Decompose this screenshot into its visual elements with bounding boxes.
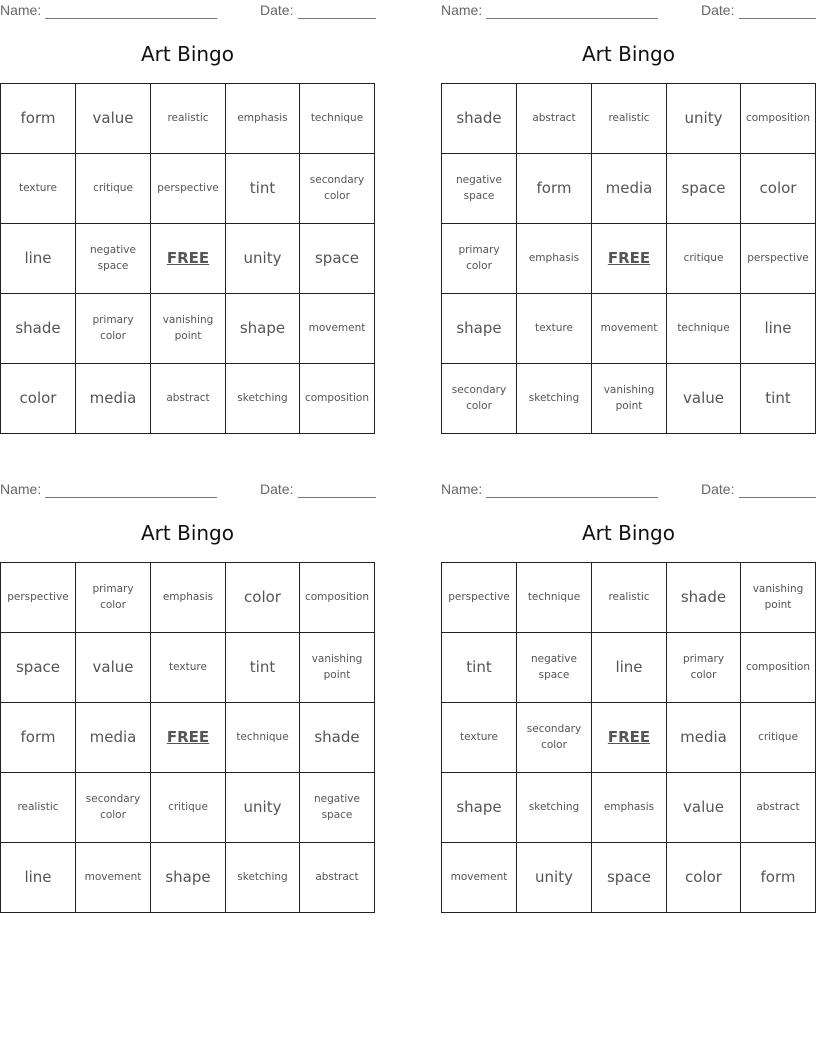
bingo-cell: space — [300, 224, 374, 294]
bingo-cell: perspective — [442, 563, 517, 633]
bingo-cell: primary color — [76, 294, 151, 364]
card-header — [0, 481, 375, 499]
bingo-grid — [441, 562, 816, 913]
card-title: Art Bingo — [582, 521, 675, 545]
date-field[interactable] — [739, 497, 816, 498]
bingo-cell: shade — [300, 703, 374, 773]
card-title: Art Bingo — [141, 521, 234, 545]
bingo-card — [441, 0, 816, 440]
name-label: Name: — [0, 481, 42, 497]
bingo-cell: value — [76, 84, 151, 154]
bingo-cell: value — [667, 364, 741, 433]
bingo-cell: negative space — [517, 633, 592, 703]
bingo-cell: abstract — [741, 773, 815, 843]
bingo-cell: texture — [517, 294, 592, 364]
name-field[interactable] — [486, 18, 658, 19]
date-field[interactable] — [298, 18, 376, 19]
date-label: Date: — [260, 481, 294, 497]
name-field[interactable] — [486, 497, 658, 498]
bingo-cell: line — [592, 633, 667, 703]
bingo-cell: tint — [442, 633, 517, 703]
bingo-card — [0, 0, 375, 440]
bingo-grid — [441, 83, 816, 434]
bingo-cell: color — [1, 364, 76, 433]
card-header — [441, 2, 816, 20]
bingo-cell: texture — [442, 703, 517, 773]
free-space-cell: FREE — [592, 703, 667, 773]
bingo-cell: composition — [300, 563, 374, 633]
bingo-cell: abstract — [517, 84, 592, 154]
name-label: Name: — [441, 2, 483, 18]
bingo-cell: primary color — [76, 563, 151, 633]
bingo-cell: secondary color — [442, 364, 517, 433]
bingo-cell: shape — [151, 843, 226, 912]
bingo-cell: technique — [300, 84, 374, 154]
bingo-cell: movement — [76, 843, 151, 912]
bingo-cell: critique — [151, 773, 226, 843]
bingo-cell: realistic — [592, 84, 667, 154]
bingo-cell: secondary color — [76, 773, 151, 843]
bingo-cell: critique — [667, 224, 741, 294]
name-label: Name: — [441, 481, 483, 497]
free-space-cell: FREE — [592, 224, 667, 294]
bingo-cell: movement — [592, 294, 667, 364]
bingo-cell: critique — [741, 703, 815, 773]
bingo-cell: technique — [517, 563, 592, 633]
bingo-cell: line — [1, 224, 76, 294]
name-field[interactable] — [45, 18, 217, 19]
date-field[interactable] — [298, 497, 376, 498]
bingo-cell: secondary color — [517, 703, 592, 773]
bingo-cell: sketching — [226, 843, 300, 912]
bingo-cell: vanishing point — [592, 364, 667, 433]
bingo-cell: shade — [667, 563, 741, 633]
bingo-cell: technique — [226, 703, 300, 773]
bingo-cell: media — [667, 703, 741, 773]
bingo-cell: color — [667, 843, 741, 912]
bingo-grid — [0, 83, 375, 434]
bingo-cell: space — [1, 633, 76, 703]
bingo-cell: abstract — [315, 870, 359, 883]
date-label: Date: — [701, 481, 735, 497]
bingo-cell: vanishing point — [741, 563, 815, 633]
bingo-cell: primary color — [442, 224, 517, 294]
bingo-cell: tint — [226, 154, 300, 224]
date-label: Date: — [260, 2, 294, 18]
bingo-cell: space — [667, 154, 741, 224]
bingo-cell: color — [741, 154, 815, 224]
bingo-cell: value — [76, 633, 151, 703]
bingo-cell: composition — [304, 391, 369, 404]
bingo-cell: shade — [442, 84, 517, 154]
bingo-cell: shape — [226, 294, 300, 364]
date-label: Date: — [701, 2, 735, 18]
bingo-cell: unity — [226, 773, 300, 843]
bingo-cell: secondary color — [300, 154, 374, 224]
bingo-cell: vanishing point — [300, 633, 374, 703]
bingo-cell: emphasis — [226, 84, 300, 154]
date-field[interactable] — [739, 18, 816, 19]
bingo-cell: perspective — [1, 563, 76, 633]
bingo-cell: perspective — [741, 224, 815, 294]
bingo-grid — [0, 562, 375, 913]
free-space-cell: FREE — [151, 224, 226, 294]
bingo-cell: unity — [517, 843, 592, 912]
bingo-cell: emphasis — [517, 224, 592, 294]
bingo-cell: composition — [741, 633, 815, 703]
bingo-cell: form — [1, 84, 76, 154]
bingo-cell: technique — [667, 294, 741, 364]
bingo-cell: composition — [741, 84, 815, 154]
name-field[interactable] — [45, 497, 217, 498]
bingo-cell: form — [1, 703, 76, 773]
bingo-cell: unity — [667, 84, 741, 154]
bingo-cell: tint — [765, 388, 791, 407]
bingo-cell: media — [76, 703, 151, 773]
bingo-cell: form — [517, 154, 592, 224]
bingo-cell: movement — [442, 843, 517, 912]
card-header — [0, 2, 375, 20]
bingo-cell: realistic — [592, 563, 667, 633]
bingo-cell: color — [226, 563, 300, 633]
card-title: Art Bingo — [141, 42, 234, 66]
bingo-cell: value — [667, 773, 741, 843]
name-label: Name: — [0, 2, 42, 18]
free-space-cell: FREE — [151, 703, 226, 773]
bingo-cell: media — [592, 154, 667, 224]
bingo-cell: unity — [226, 224, 300, 294]
bingo-cell: realistic — [1, 773, 76, 843]
bingo-cell: tint — [226, 633, 300, 703]
bingo-card — [0, 479, 375, 919]
bingo-cell: abstract — [151, 364, 226, 433]
bingo-cell: shade — [1, 294, 76, 364]
bingo-cell: negative space — [300, 773, 374, 843]
bingo-cell: media — [76, 364, 151, 433]
bingo-cell: shape — [442, 294, 517, 364]
bingo-cell: vanishing point — [151, 294, 226, 364]
bingo-cell: primary color — [667, 633, 741, 703]
bingo-cell: critique — [76, 154, 151, 224]
bingo-cell: texture — [151, 633, 226, 703]
bingo-cell: realistic — [151, 84, 226, 154]
bingo-card — [441, 479, 816, 919]
card-header — [441, 481, 816, 499]
bingo-cell: form — [760, 867, 796, 886]
bingo-cell: texture — [1, 154, 76, 224]
bingo-cell: space — [592, 843, 667, 912]
bingo-cell: sketching — [226, 364, 300, 433]
bingo-cell: line — [1, 843, 76, 912]
bingo-cell: line — [741, 294, 815, 364]
bingo-cell: emphasis — [592, 773, 667, 843]
bingo-cell: shape — [442, 773, 517, 843]
bingo-cell: emphasis — [151, 563, 226, 633]
bingo-cell: negative space — [76, 224, 151, 294]
bingo-cell: sketching — [517, 773, 592, 843]
bingo-cell: perspective — [151, 154, 226, 224]
card-title: Art Bingo — [582, 42, 675, 66]
bingo-cell: movement — [300, 294, 374, 364]
bingo-cell: sketching — [517, 364, 592, 433]
bingo-cell: negative space — [442, 154, 517, 224]
